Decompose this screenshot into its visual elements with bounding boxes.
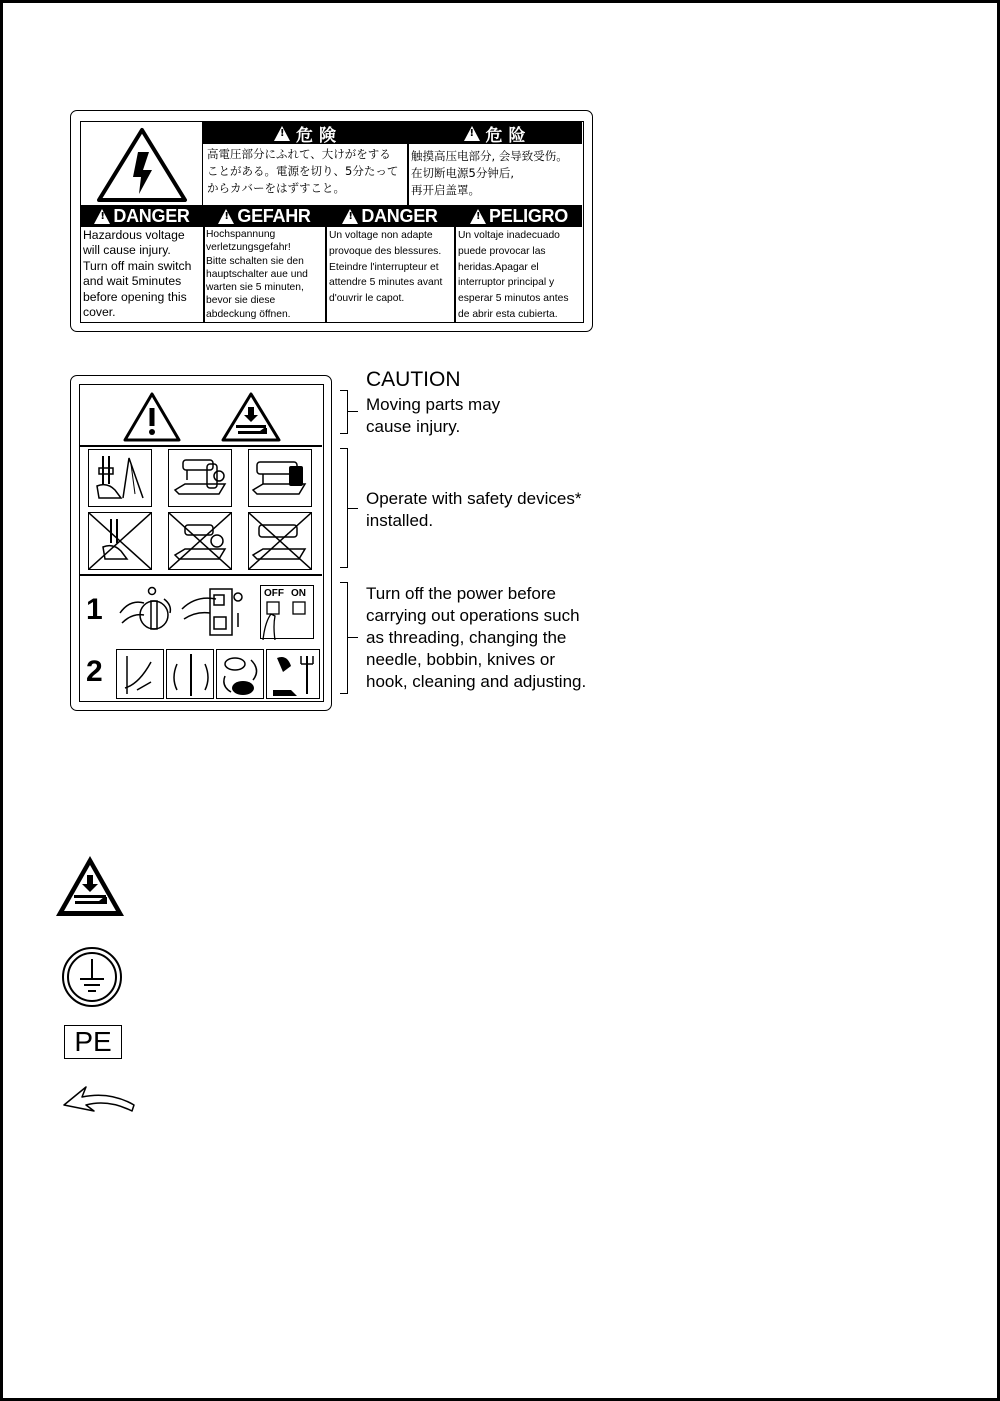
warning-triangle-icon [94,209,110,224]
danger-label [70,110,593,332]
power-off-note: Turn off the power before carrying out operations such as threading, changing the needle, bobbin, knives or hook, cleaning and adjusting. [366,584,587,691]
cleaning-oiling-picture [266,649,320,699]
japanese-header-text: 危 険 [296,125,336,146]
chinese-warning-text: 触摸高压电部分, 会导致受伤。 在切断电源5分钟后, 再开启盖罩。 [411,149,568,197]
divider [407,144,409,206]
danger-header-row [81,205,582,227]
step-number: 1 [86,593,103,626]
divider [80,445,322,447]
needle-guard-picture [88,449,152,507]
bracket [348,637,358,638]
moving-parts-note: Moving parts may cause injury. [366,395,501,436]
bracket [340,390,348,434]
bracket [340,448,348,568]
caution-title: CAUTION [366,368,461,391]
danger-header-en [81,205,203,227]
needle-change-picture [166,649,214,699]
japanese-warning-text: 高電圧部分にふれて、大けがをする ことがある。電源を切り、5分たって からカバーをはずすこと。 [207,147,399,195]
bracket [348,508,358,509]
warning-triangle-icon [464,126,480,141]
warning-triangle-icon [342,209,358,224]
header-text: GEFAHR [237,205,311,226]
off-on-switch-picture [260,585,314,639]
no-cover-picture [168,512,232,570]
danger-body-fr: Un voltage non adapte provoque des blessures. Eteindre l'interrupteur et attendre 5 minutes avant d'ouvrir le capot. [329,230,443,305]
belt-cover-picture [248,449,312,507]
pinch-hazard-icon [220,391,282,448]
danger-body-es: Un voltaje inadecuado puede provocar las heridas.Apagar el interruptor principal y esperar 5 minutos antes de abrir esta cubierta. [458,230,569,320]
warning-triangle-icon [218,209,234,224]
on-label: ON [291,588,306,599]
caution-label [70,375,332,711]
bracket [348,411,358,412]
threading-picture [116,649,164,699]
danger-label-inner [80,121,584,323]
header-text: DANGER [113,205,190,226]
high-voltage-warning-icon [81,122,203,206]
warning-triangle-icon [470,209,486,224]
danger-header-es [455,205,583,227]
header-text: PELIGRO [489,205,568,226]
no-needle-guard-picture [88,512,152,570]
safety-devices-note: Operate with safety devices* installed. [366,489,582,530]
danger-body-en: Hazardous voltage will cause injury. Turn off main switch and wait 5minutes before opening this cover. [83,228,192,320]
header-text: DANGER [361,205,438,226]
pe-label: PE [64,1025,122,1059]
japanese-danger-header [203,122,407,144]
chinese-danger-header [407,122,582,144]
step-number: 2 [86,655,103,688]
warning-triangle-icon [274,126,290,141]
danger-header-de [204,205,325,227]
chinese-header-text: 危 险 [485,125,526,146]
caution-label-inner [79,384,324,702]
pinch-hazard-icon [53,853,127,924]
general-warning-icon [122,391,182,448]
rotation-arrow-icon [60,1085,138,1120]
off-label: OFF [264,588,284,599]
power-switch-picture [180,583,252,637]
divider [80,574,322,576]
machine-with-cover-picture [168,449,232,507]
no-belt-cover-picture [248,512,312,570]
protective-earth-icon [60,945,124,1014]
main-switch-off-picture [118,583,176,637]
danger-body-de: Hochspannung verletzungsgefahr! Bitte schalten sie den hauptschalter aue und warten sie 5 minuten, bevor sie diese abdeckung öffnen. [206,229,308,320]
danger-header-fr [326,205,454,227]
bobbin-change-picture [216,649,264,699]
divider [203,227,205,322]
bracket [340,582,348,694]
